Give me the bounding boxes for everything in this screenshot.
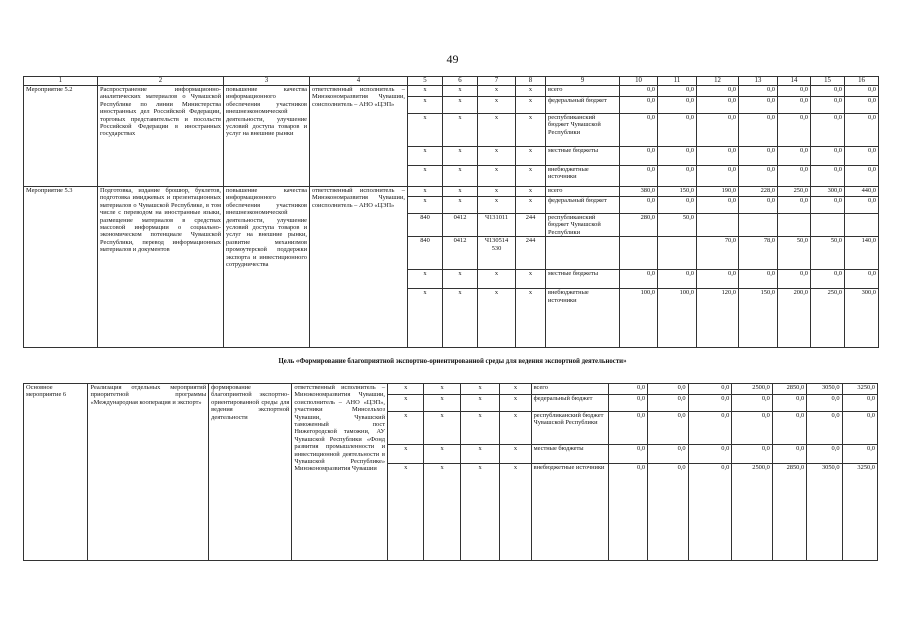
column-number: 14 xyxy=(778,77,811,86)
value-cell: 50,0 xyxy=(658,214,697,237)
code-cell: x xyxy=(478,166,516,187)
value-cell: 0,0 xyxy=(732,412,773,445)
activity-label: Мероприятие 5.3 xyxy=(24,187,98,348)
value-cell: 0,0 xyxy=(648,384,689,395)
value-cell: 0,0 xyxy=(772,395,806,412)
code-cell: x xyxy=(460,445,500,464)
value-cell: 0,0 xyxy=(608,445,648,464)
program-table-bottom xyxy=(23,383,878,561)
code-cell: x xyxy=(443,270,478,289)
code-cell: x xyxy=(500,384,531,395)
code-cell: x xyxy=(516,270,546,289)
value-cell: 0,0 xyxy=(845,147,879,166)
value-cell: 0,0 xyxy=(620,270,658,289)
code-cell: x xyxy=(500,412,531,445)
value-cell: 0,0 xyxy=(739,166,778,187)
column-number: 4 xyxy=(310,77,408,86)
value-cell: 0,0 xyxy=(807,412,842,445)
value-cell: 0,0 xyxy=(688,445,732,464)
funding-source: местные бюджеты xyxy=(546,270,620,289)
code-cell: x xyxy=(478,197,516,214)
value-cell: 0,0 xyxy=(658,270,697,289)
value-cell: 0,0 xyxy=(772,412,806,445)
value-cell: 0,0 xyxy=(688,384,732,395)
code-cell: x xyxy=(424,412,460,445)
value-cell: 0,0 xyxy=(658,166,697,187)
code-cell: 840 xyxy=(408,214,443,237)
value-cell: 0,0 xyxy=(608,395,648,412)
code-cell: x xyxy=(516,187,546,197)
activity-label: Основное мероприятие 6 xyxy=(24,384,88,561)
code-cell: x xyxy=(443,197,478,214)
value-cell: 3250,0 xyxy=(842,384,877,395)
code-cell: x xyxy=(408,97,443,114)
activity-description: Реализация отдельных мероприятий приоритетной программы «Международная кооперация и экспорт» xyxy=(88,384,209,561)
code-cell: x xyxy=(516,166,546,187)
value-cell: 3050,0 xyxy=(807,464,842,561)
code-cell: x xyxy=(408,114,443,147)
column-number: 16 xyxy=(845,77,879,86)
code-cell: x xyxy=(516,289,546,348)
value-cell: 228,0 xyxy=(739,187,778,197)
value-cell: 0,0 xyxy=(608,464,648,561)
value-cell: 0,0 xyxy=(739,197,778,214)
activity-result: повышение качества информационного обеспечения участников внешнеэкономической деятельности, улучшение условий доступа товаров и услуг на внешние рынки, развитие механизмов промоутерской поддержки экспорта и инвестиционного сотрудничества xyxy=(224,187,310,348)
value-cell: 0,0 xyxy=(772,445,806,464)
column-number: 9 xyxy=(546,77,620,86)
code-cell: 244 xyxy=(516,237,546,270)
value-cell: 0,0 xyxy=(778,197,811,214)
value-cell: 0,0 xyxy=(778,166,811,187)
code-cell: x xyxy=(388,384,424,395)
value-cell: 0,0 xyxy=(845,166,879,187)
code-cell: x xyxy=(408,289,443,348)
column-number: 1 xyxy=(24,77,98,86)
code-cell: x xyxy=(516,197,546,214)
code-cell: Ч130514 530 xyxy=(478,237,516,270)
activity-description: Подготовка, издание брошюр, буклетов, подготовка имиджевых и презентационных материалов о Чувашской Республике, в том числе с переводом на иностранные языки, размещение материалов в средствах массовой информации о социально-экономическом потенциале Чувашской Республики, перевод информационных материалов и документов xyxy=(98,187,224,348)
code-cell: x xyxy=(408,197,443,214)
value-cell: 380,0 xyxy=(620,187,658,197)
code-cell: x xyxy=(424,464,460,561)
code-cell: x xyxy=(478,270,516,289)
value-cell: 0,0 xyxy=(648,464,689,561)
value-cell: 0,0 xyxy=(648,445,689,464)
code-cell: x xyxy=(408,86,443,97)
code-cell: x xyxy=(408,270,443,289)
value-cell: 0,0 xyxy=(845,270,879,289)
value-cell: 70,0 xyxy=(697,237,739,270)
column-number: 2 xyxy=(98,77,224,86)
funding-source: республиканский бюджет Чувашской Республики xyxy=(531,412,608,445)
value-cell xyxy=(658,237,697,270)
value-cell: 0,0 xyxy=(807,445,842,464)
value-cell: 120,0 xyxy=(697,289,739,348)
table-row xyxy=(24,86,879,97)
funding-source: внебюджетные источники xyxy=(546,166,620,187)
funding-source xyxy=(546,237,620,270)
value-cell: 2500,0 xyxy=(732,384,773,395)
activity-executor: ответственный исполнитель – Минэкономразвития Чувашии, соисполнитель – АНО «ЦЭП» xyxy=(310,187,408,348)
code-cell: 0412 xyxy=(443,214,478,237)
value-cell: 0,0 xyxy=(845,97,879,114)
code-cell: x xyxy=(388,395,424,412)
value-cell: 0,0 xyxy=(845,86,879,97)
column-number: 15 xyxy=(811,77,845,86)
funding-source: внебюджетные источники xyxy=(531,464,608,561)
column-number: 6 xyxy=(443,77,478,86)
value-cell: 0,0 xyxy=(608,412,648,445)
value-cell: 0,0 xyxy=(739,147,778,166)
code-cell: x xyxy=(516,147,546,166)
value-cell: 100,0 xyxy=(658,289,697,348)
code-cell: x xyxy=(443,166,478,187)
value-cell: 0,0 xyxy=(658,86,697,97)
value-cell: 150,0 xyxy=(739,289,778,348)
code-cell: x xyxy=(388,464,424,561)
code-cell: x xyxy=(500,445,531,464)
activity-label: Мероприятие 5.2 xyxy=(24,86,98,187)
value-cell: 0,0 xyxy=(648,395,689,412)
value-cell: 0,0 xyxy=(697,270,739,289)
code-cell: x xyxy=(424,445,460,464)
value-cell: 0,0 xyxy=(811,97,845,114)
value-cell: 0,0 xyxy=(620,166,658,187)
value-cell: 0,0 xyxy=(658,147,697,166)
value-cell xyxy=(620,237,658,270)
funding-source: всего xyxy=(546,86,620,97)
value-cell: 0,0 xyxy=(658,114,697,147)
funding-source: федеральный бюджет xyxy=(546,97,620,114)
code-cell: x xyxy=(516,86,546,97)
value-cell: 0,0 xyxy=(697,197,739,214)
code-cell: x xyxy=(408,147,443,166)
code-cell: x xyxy=(478,114,516,147)
value-cell: 300,0 xyxy=(845,289,879,348)
code-cell: x xyxy=(516,114,546,147)
code-cell: x xyxy=(443,187,478,197)
value-cell: 0,0 xyxy=(688,412,732,445)
code-cell: 244 xyxy=(516,214,546,237)
code-cell: x xyxy=(443,114,478,147)
column-number: 8 xyxy=(516,77,546,86)
column-number: 12 xyxy=(697,77,739,86)
funding-source: местные бюджеты xyxy=(531,445,608,464)
value-cell: 0,0 xyxy=(620,86,658,97)
value-cell: 0,0 xyxy=(620,197,658,214)
value-cell: 0,0 xyxy=(697,86,739,97)
value-cell: 0,0 xyxy=(732,445,773,464)
value-cell: 0,0 xyxy=(697,97,739,114)
code-cell: x xyxy=(460,464,500,561)
value-cell: 0,0 xyxy=(688,395,732,412)
code-cell: x xyxy=(478,147,516,166)
value-cell: 0,0 xyxy=(811,86,845,97)
value-cell: 0,0 xyxy=(697,147,739,166)
code-cell: x xyxy=(460,384,500,395)
value-cell: 280,0 xyxy=(620,214,658,237)
value-cell xyxy=(845,214,879,237)
code-cell: x xyxy=(443,147,478,166)
value-cell: 0,0 xyxy=(739,97,778,114)
column-number: 11 xyxy=(658,77,697,86)
funding-source: республиканский бюджет Чувашской Республики xyxy=(546,114,620,147)
value-cell: 0,0 xyxy=(811,114,845,147)
value-cell: 190,0 xyxy=(697,187,739,197)
value-cell: 0,0 xyxy=(845,114,879,147)
funding-source: федеральный бюджет xyxy=(546,197,620,214)
value-cell: 150,0 xyxy=(658,187,697,197)
value-cell: 0,0 xyxy=(620,114,658,147)
funding-source: федеральный бюджет xyxy=(531,395,608,412)
value-cell: 0,0 xyxy=(842,445,877,464)
value-cell: 0,0 xyxy=(842,395,877,412)
code-cell: x xyxy=(500,395,531,412)
value-cell xyxy=(778,214,811,237)
value-cell xyxy=(739,214,778,237)
code-cell: x xyxy=(478,97,516,114)
code-cell: x xyxy=(478,187,516,197)
value-cell: 0,0 xyxy=(620,97,658,114)
value-cell: 0,0 xyxy=(778,270,811,289)
value-cell: 0,0 xyxy=(811,197,845,214)
value-cell: 0,0 xyxy=(608,384,648,395)
column-number: 13 xyxy=(739,77,778,86)
value-cell: 2500,0 xyxy=(732,464,773,561)
value-cell: 0,0 xyxy=(732,395,773,412)
code-cell: Ч131011 xyxy=(478,214,516,237)
value-cell: 0,0 xyxy=(697,114,739,147)
value-cell: 0,0 xyxy=(807,395,842,412)
program-table-top xyxy=(23,76,879,348)
page-number: 49 xyxy=(446,52,459,66)
code-cell: x xyxy=(388,412,424,445)
value-cell: 250,0 xyxy=(778,187,811,197)
code-cell: x xyxy=(443,289,478,348)
value-cell: 0,0 xyxy=(697,166,739,187)
value-cell: 0,0 xyxy=(845,197,879,214)
column-number: 3 xyxy=(224,77,310,86)
activity-result: повышение качества информационного обеспечения участников внешнеэкономической деятельности, улучшение условий доступа товаров и услуг на внешние рынки xyxy=(224,86,310,187)
table-row xyxy=(24,384,878,395)
value-cell: 0,0 xyxy=(811,147,845,166)
funding-source: республиканский бюджет Чувашской Республики xyxy=(546,214,620,237)
funding-source: внебюджетные источники xyxy=(546,289,620,348)
column-number: 7 xyxy=(478,77,516,86)
table-row xyxy=(24,187,879,197)
value-cell: 50,0 xyxy=(778,237,811,270)
code-cell: 840 xyxy=(408,237,443,270)
value-cell: 50,0 xyxy=(811,237,845,270)
value-cell: 300,0 xyxy=(811,187,845,197)
activity-executor: ответственный исполнитель – Минэкономразвития Чувашии, соисполнитель – АНО «ЦЭП», участники Минсельхоз Чувашии, Чувашский таможенный пост Нижегородской таможни, АУ Чувашской Республики «Фонд развития промышленности и инвестиционной деятельности в Чувашской Республике» Минэкономразвития Чувашии xyxy=(292,384,388,561)
code-cell: 0412 xyxy=(443,237,478,270)
funding-source: всего xyxy=(531,384,608,395)
code-cell: x xyxy=(478,289,516,348)
funding-source: местные бюджеты xyxy=(546,147,620,166)
value-cell: 0,0 xyxy=(688,464,732,561)
code-cell: x xyxy=(460,395,500,412)
activity-executor: ответственный исполнитель – Минэкономразвития Чувашии, соисполнитель – АНО «ЦЭП» xyxy=(310,86,408,187)
value-cell xyxy=(811,214,845,237)
value-cell: 0,0 xyxy=(842,412,877,445)
value-cell: 0,0 xyxy=(620,147,658,166)
code-cell: x xyxy=(460,412,500,445)
value-cell: 0,0 xyxy=(648,412,689,445)
column-number: 10 xyxy=(620,77,658,86)
value-cell: 3250,0 xyxy=(842,464,877,561)
value-cell: 0,0 xyxy=(778,97,811,114)
code-cell: x xyxy=(424,395,460,412)
code-cell: x xyxy=(408,187,443,197)
code-cell: x xyxy=(443,86,478,97)
value-cell: 250,0 xyxy=(811,289,845,348)
activity-result: формирование благоприятной экспортно-ориентированной среды для ведения экспортной деятельности xyxy=(209,384,292,561)
value-cell: 0,0 xyxy=(778,114,811,147)
value-cell: 3050,0 xyxy=(807,384,842,395)
code-cell: x xyxy=(443,97,478,114)
goal-heading: Цель «Формирование благоприятной экспортно-ориентированной среды для ведения экспортной деятельности» xyxy=(278,358,627,365)
code-cell: x xyxy=(516,97,546,114)
value-cell: 440,0 xyxy=(845,187,879,197)
value-cell: 0,0 xyxy=(658,97,697,114)
funding-source: всего xyxy=(546,187,620,197)
value-cell: 0,0 xyxy=(739,114,778,147)
value-cell: 200,0 xyxy=(778,289,811,348)
column-number: 5 xyxy=(408,77,443,86)
header-row xyxy=(24,77,879,86)
code-cell: x xyxy=(424,384,460,395)
value-cell: 0,0 xyxy=(778,147,811,166)
value-cell: 0,0 xyxy=(739,270,778,289)
code-cell: x xyxy=(500,464,531,561)
value-cell: 0,0 xyxy=(739,86,778,97)
value-cell: 2850,0 xyxy=(772,384,806,395)
code-cell: x xyxy=(478,86,516,97)
activity-description: Распространение информационно-аналитических материалов о Чувашской Республике по линии Министерства иностранных дел Российской Федерации, торговых представительств и посольств Российской Федерации в иностранных государствах xyxy=(98,86,224,187)
value-cell: 78,0 xyxy=(739,237,778,270)
value-cell: 100,0 xyxy=(620,289,658,348)
value-cell: 0,0 xyxy=(778,86,811,97)
value-cell xyxy=(697,214,739,237)
code-cell: x xyxy=(388,445,424,464)
code-cell: x xyxy=(408,166,443,187)
value-cell: 0,0 xyxy=(658,197,697,214)
value-cell: 0,0 xyxy=(811,270,845,289)
value-cell: 2850,0 xyxy=(772,464,806,561)
value-cell: 140,0 xyxy=(845,237,879,270)
value-cell: 0,0 xyxy=(811,166,845,187)
